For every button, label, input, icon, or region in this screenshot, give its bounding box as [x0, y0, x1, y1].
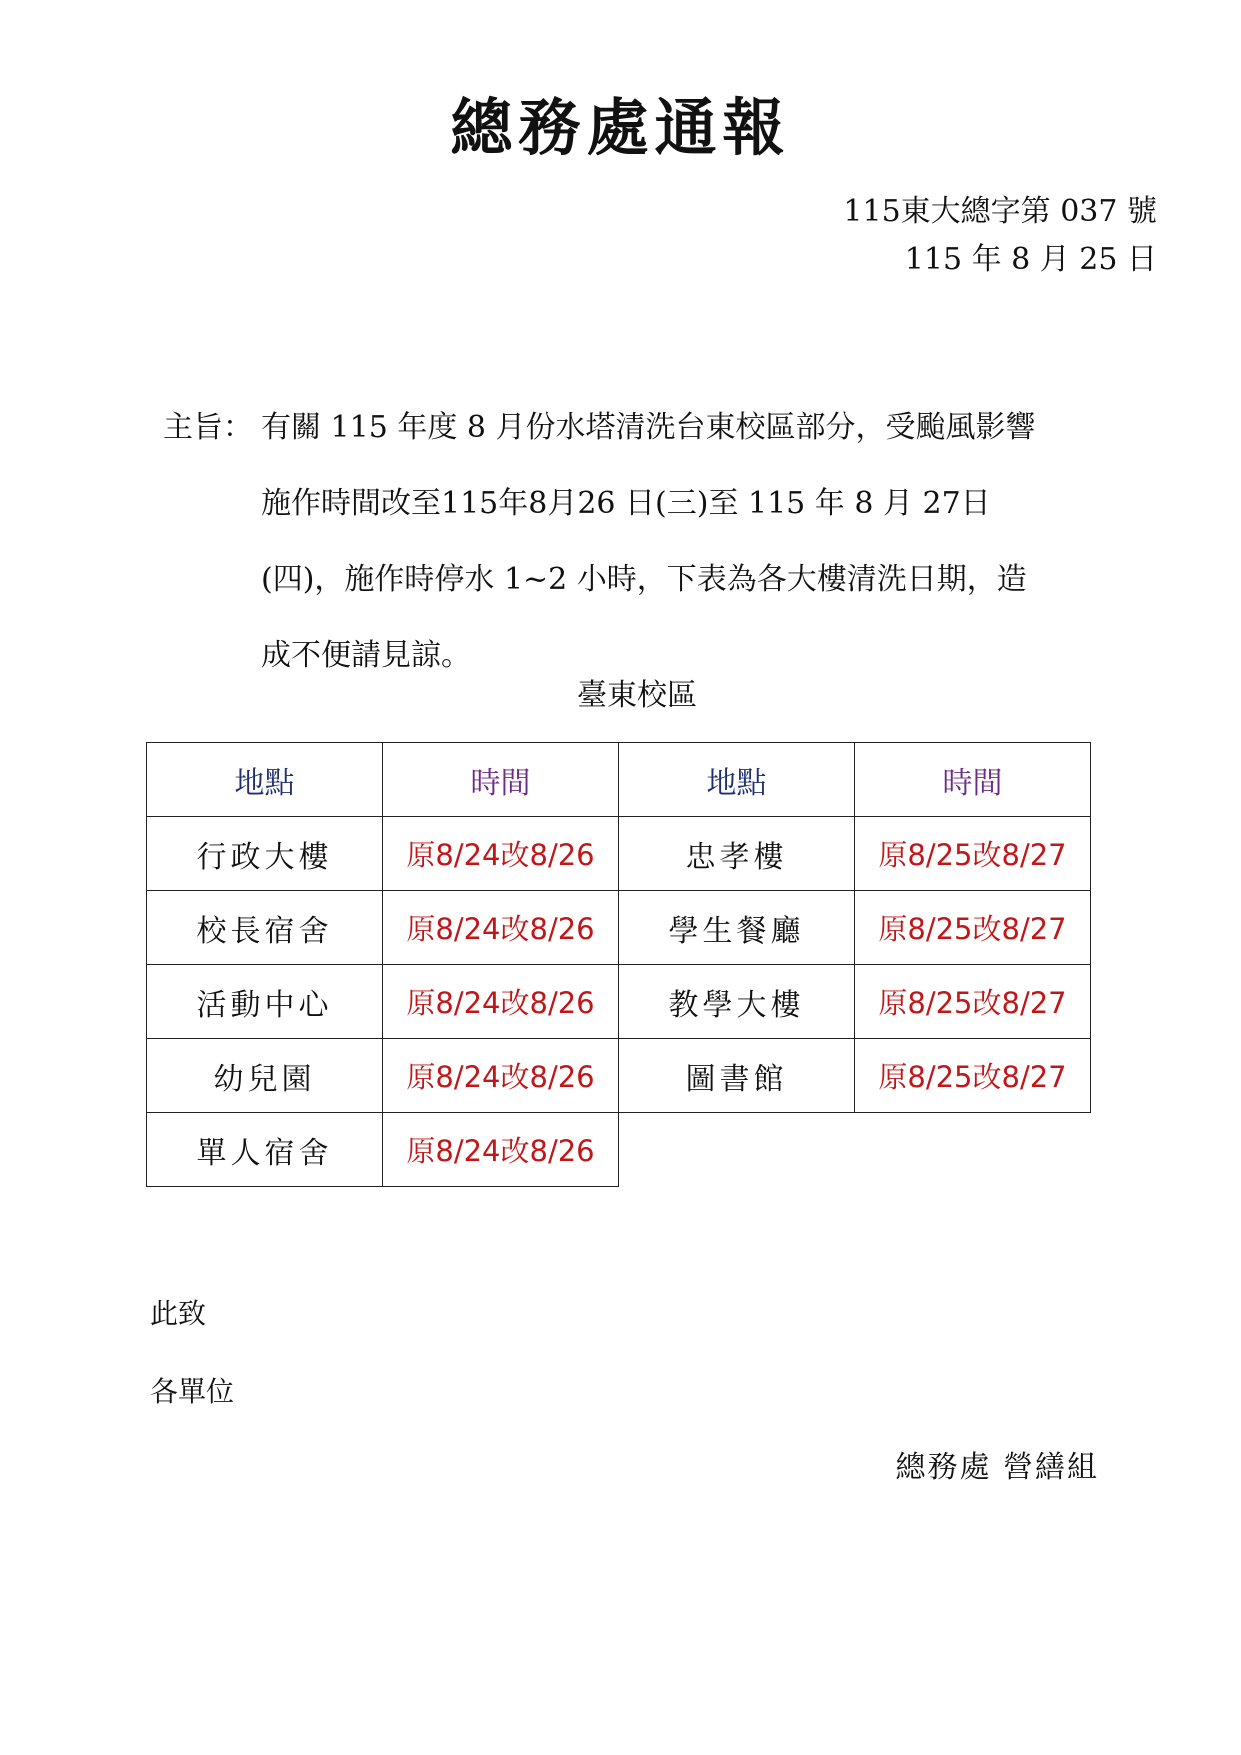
- subject-line-1: [163, 390, 1103, 466]
- time-cell: 原8/25改8/27: [855, 891, 1091, 965]
- location-cell: 幼兒園: [147, 1039, 383, 1113]
- schedule-table: [146, 742, 1091, 1187]
- subject-label: 主旨：: [163, 410, 253, 445]
- location-cell: 單人宿舍: [147, 1113, 383, 1187]
- time-cell: 原8/24改8/26: [383, 1113, 619, 1187]
- location-cell: 忠孝樓: [619, 817, 855, 891]
- location-cell: 教學大樓: [619, 965, 855, 1039]
- subject-paragraph: [163, 390, 1103, 694]
- closing-salutation: 此致: [150, 1297, 207, 1330]
- table-row: [147, 1113, 1091, 1187]
- location-cell: 活動中心: [147, 965, 383, 1039]
- closing-recipients: 各單位: [150, 1375, 235, 1408]
- time-cell: 原8/24改8/26: [383, 965, 619, 1039]
- document-number: 115東大總字第 037 號: [843, 194, 1157, 229]
- location-cell: 行政大樓: [147, 817, 383, 891]
- signature: 總務處 營繕組: [895, 1450, 1099, 1485]
- empty-cell: [619, 1113, 855, 1187]
- time-cell: 原8/24改8/26: [383, 817, 619, 891]
- subject-text-1: 有關 115 年度 8 月份水塔清洗台東校區部分，受颱風影響: [261, 410, 1036, 445]
- header-time-1: 時間: [383, 743, 619, 817]
- empty-cell: [855, 1113, 1091, 1187]
- document-date: 115 年 8 月 25 日: [904, 242, 1157, 277]
- time-cell: 原8/25改8/27: [855, 817, 1091, 891]
- time-cell: 原8/24改8/26: [383, 891, 619, 965]
- location-cell: 圖書館: [619, 1039, 855, 1113]
- location-cell: 學生餐廳: [619, 891, 855, 965]
- table-row: [147, 965, 1091, 1039]
- table-header-row: [147, 743, 1091, 817]
- time-cell: 原8/25改8/27: [855, 965, 1091, 1039]
- location-cell: 校長宿舍: [147, 891, 383, 965]
- subject-line-3: (四)，施作時停水 1~2 小時，下表為各大樓清洗日期，造: [261, 562, 1027, 597]
- document-title: 總務處通報: [450, 91, 791, 164]
- table-row: [147, 1039, 1091, 1113]
- subject-line-2: 施作時間改至115年8月26 日(三)至 115 年 8 月 27日: [261, 486, 991, 521]
- header-location-1: 地點: [147, 743, 383, 817]
- time-cell: 原8/24改8/26: [383, 1039, 619, 1113]
- time-cell: 原8/25改8/27: [855, 1039, 1091, 1113]
- table-row: [147, 817, 1091, 891]
- subject-line-4: 成不便請見諒。: [261, 638, 471, 673]
- table-row: [147, 891, 1091, 965]
- header-location-2: 地點: [619, 743, 855, 817]
- header-time-2: 時間: [855, 743, 1091, 817]
- campus-label: 臺東校區: [577, 678, 697, 713]
